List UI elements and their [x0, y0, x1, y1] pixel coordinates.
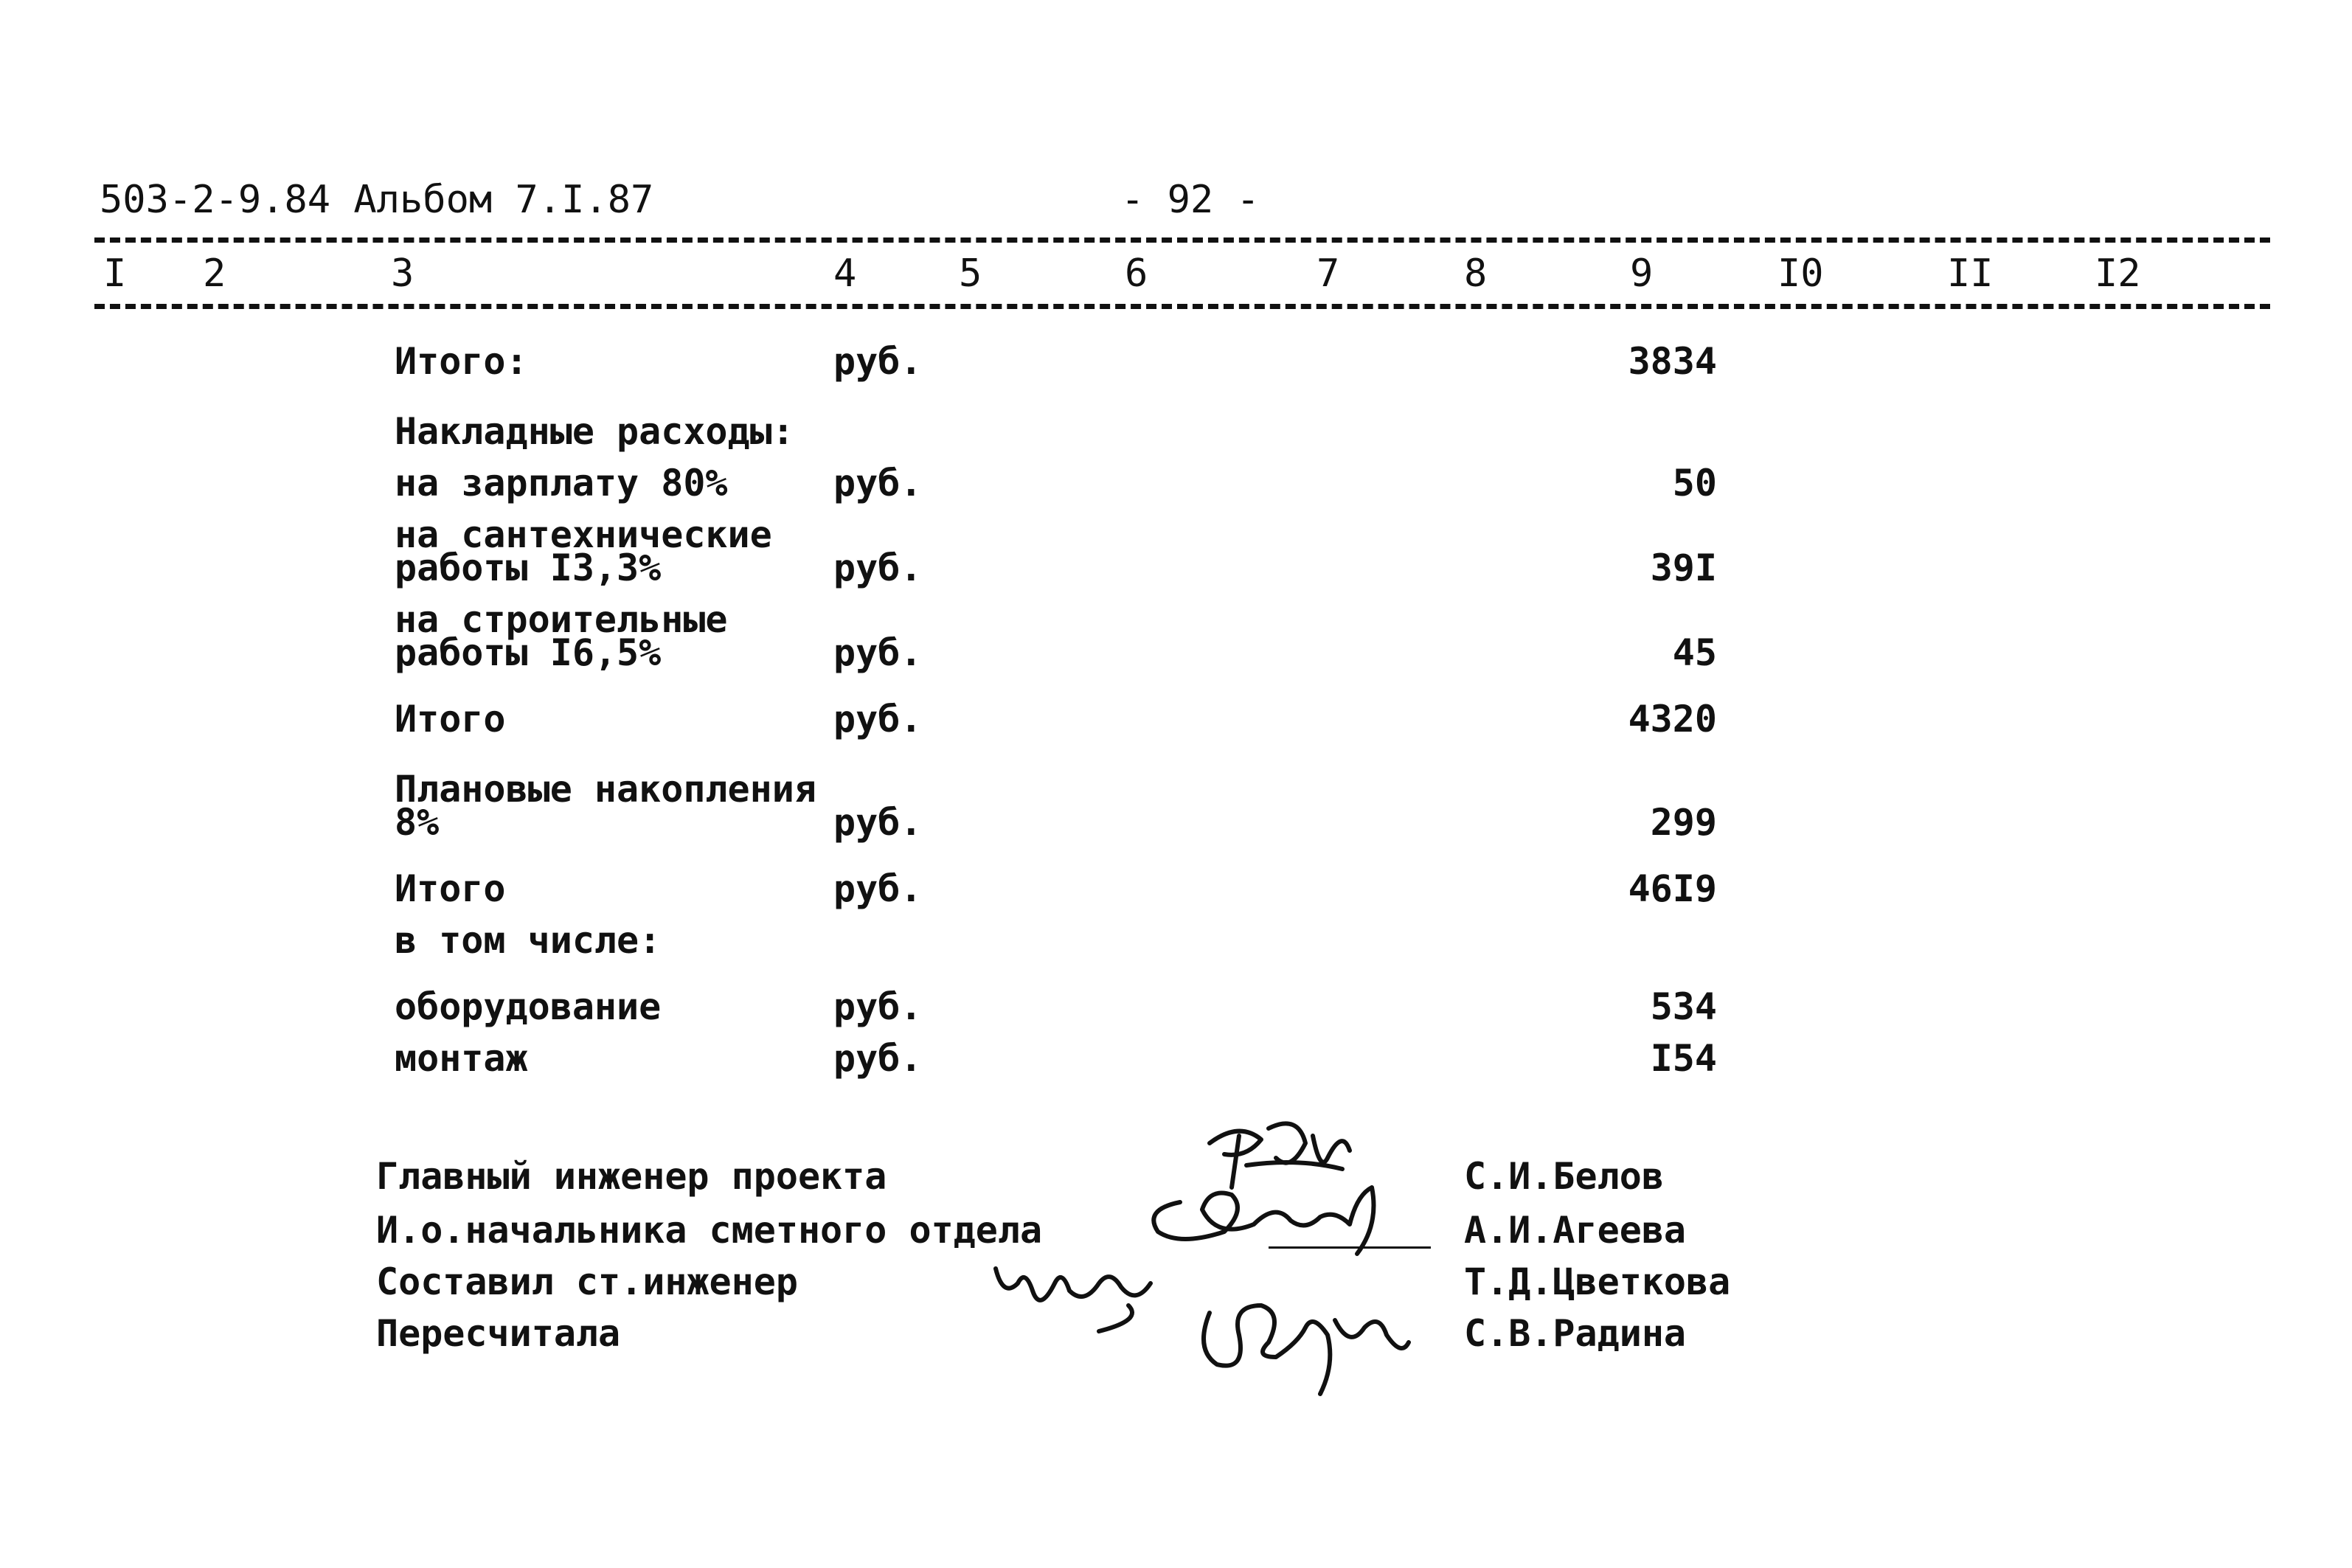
row-label-line2: работы I3,3% [395, 547, 662, 589]
row-label: Итого [395, 698, 506, 740]
column-number-3: 3 [391, 251, 414, 296]
handwritten-signature-4 [1180, 1283, 1416, 1401]
column-number-7: 7 [1317, 251, 1340, 296]
handwritten-signature-3 [981, 1254, 1187, 1335]
row-value: 50 [1672, 462, 1717, 504]
column-number-5: 5 [959, 251, 982, 296]
signature-name: С.И.Белов [1464, 1155, 1664, 1198]
row-value: I54 [1650, 1037, 1717, 1080]
column-number-1: I [103, 251, 127, 296]
document-reference: 503-2-9.84 Альбом 7.I.87 [100, 178, 654, 222]
row-unit: руб. [833, 867, 923, 910]
signature-underline [1269, 1246, 1431, 1249]
header-bottom-divider [94, 304, 2270, 309]
row-unit: руб. [833, 462, 923, 504]
row-label-line2: работы I6,5% [395, 631, 662, 674]
signature-role: Составил ст.инженер [376, 1260, 798, 1303]
row-value: 45 [1672, 631, 1717, 674]
column-number-6: 6 [1125, 251, 1148, 296]
row-unit: руб. [833, 340, 923, 383]
signature-role: Главный инженер проекта [376, 1155, 887, 1198]
row-label: Итого: [395, 340, 528, 383]
row-value: 4320 [1628, 698, 1717, 740]
row-label: в том числе: [395, 919, 662, 962]
handwritten-signature-2 [1136, 1180, 1446, 1261]
row-label-line1: на сантехнические [395, 513, 772, 556]
page-number: - 92 - [1121, 178, 1260, 222]
row-unit: руб. [833, 801, 923, 844]
column-number-12: I2 [2095, 251, 2141, 296]
row-value: 39I [1650, 547, 1717, 589]
row-value: 46I9 [1628, 867, 1717, 910]
signature-name: С.В.Радина [1464, 1312, 1687, 1355]
row-label-line1: Плановые накопления [395, 768, 816, 811]
row-unit: руб. [833, 698, 923, 740]
row-label: на зарплату 80% [395, 462, 728, 504]
header-top-divider [94, 237, 2270, 243]
column-number-2: 2 [203, 251, 226, 296]
row-label-line1: на строительные [395, 598, 728, 641]
row-value: 534 [1650, 985, 1717, 1028]
column-number-4: 4 [833, 251, 857, 296]
row-unit: руб. [833, 1037, 923, 1080]
signature-name: А.И.Агеева [1464, 1209, 1687, 1252]
signature-role: Пересчитала [376, 1312, 621, 1355]
signature-name: Т.Д.Цветкова [1464, 1260, 1731, 1303]
row-value: 3834 [1628, 340, 1717, 383]
row-label: монтаж [395, 1037, 528, 1080]
row-label: Итого [395, 867, 506, 910]
column-number-10: I0 [1777, 251, 1824, 296]
row-unit: руб. [833, 631, 923, 674]
column-number-8: 8 [1464, 251, 1488, 296]
column-number-9: 9 [1630, 251, 1654, 296]
signature-role: И.о.начальника сметного отдела [376, 1209, 1043, 1252]
row-unit: руб. [833, 985, 923, 1028]
row-label-line2: 8% [395, 801, 440, 844]
row-label: Накладные расходы: [395, 410, 794, 453]
row-label: оборудование [395, 985, 662, 1028]
column-number-11: II [1947, 251, 1994, 296]
row-unit: руб. [833, 547, 923, 589]
row-value: 299 [1650, 801, 1717, 844]
